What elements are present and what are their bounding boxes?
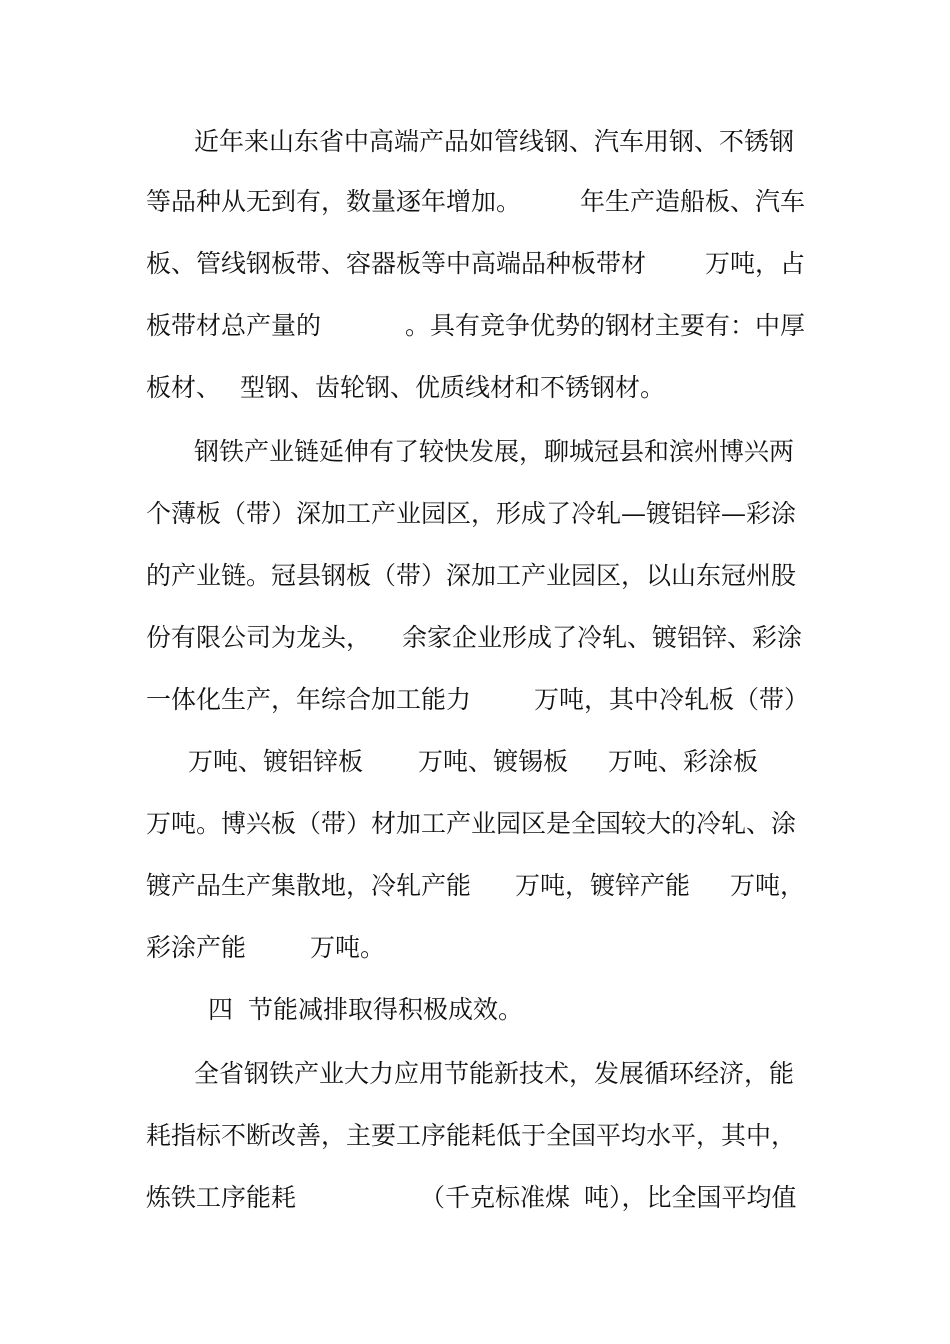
text-line: 等品种从无到有，数量逐年增加。 [146, 187, 522, 216]
text-line: 镀产品生产集散地，冷轧产能 [146, 871, 472, 900]
text-line: （千克标准煤 [420, 1183, 571, 1212]
text-line: 板、管线钢板带、容器板等中高端品种板带材 [146, 249, 647, 278]
text-line: 万吨，占 [705, 249, 806, 278]
text-line: 万吨，其中冷轧板（带） [534, 685, 810, 714]
text-line: 万吨， [730, 871, 806, 900]
text-line: 全省钢铁产业大力应用节能新技术，发展循环经济，能 [194, 1059, 795, 1088]
section-heading: 节能减排取得积极成效。 [248, 995, 524, 1024]
text-line: 吨），比全国平均值 [584, 1183, 797, 1212]
text-line: 耗指标不断改善，主要工序能耗低于全国平均水平，其中， [146, 1121, 797, 1150]
text-line: 一体化生产，年综合加工能力 [146, 685, 472, 714]
text-line: 。具有竞争优势的钢材主要有：中厚 [405, 311, 806, 340]
text-line: 近年来山东省中高端产品如管线钢、汽车用钢、不锈钢 [194, 127, 795, 156]
text-line: 万吨。 [310, 933, 386, 962]
text-line: 万吨、镀锡板 [418, 747, 569, 776]
text-line: 余家企业形成了冷轧、镀铝锌、彩涂 [402, 623, 803, 652]
text-line: 万吨、镀铝锌板 [188, 747, 364, 776]
text-line: 份有限公司为龙头， [146, 623, 372, 652]
text-line: 彩涂产能 [146, 933, 247, 962]
text-line: 万吨。博兴板（带）材加工产业园区是全国较大的冷轧、涂 [146, 809, 797, 838]
text-line: 年生产造船板、汽车 [580, 187, 806, 216]
text-line: 板带材总产量的 [146, 311, 322, 340]
text-line: 的产业链。冠县钢板（带）深加工产业园区，以山东冠州股 [146, 561, 797, 590]
section-number: 四 [208, 995, 234, 1024]
text-line: 型钢、齿轮钢、优质线材和不锈钢材。 [240, 373, 666, 402]
text-line: 万吨，镀锌产能 [515, 871, 691, 900]
text-line: 钢铁产业链延伸有了较快发展，聊城冠县和滨州博兴两 [194, 437, 795, 466]
text-line: 炼铁工序能耗 [146, 1183, 297, 1212]
text-line: 万吨、彩涂板 [608, 747, 759, 776]
text-line: 个薄板（带）深加工产业园区，形成了冷轧—镀铝锌—彩涂 [146, 499, 797, 528]
text-line: 板材、 [146, 373, 222, 402]
